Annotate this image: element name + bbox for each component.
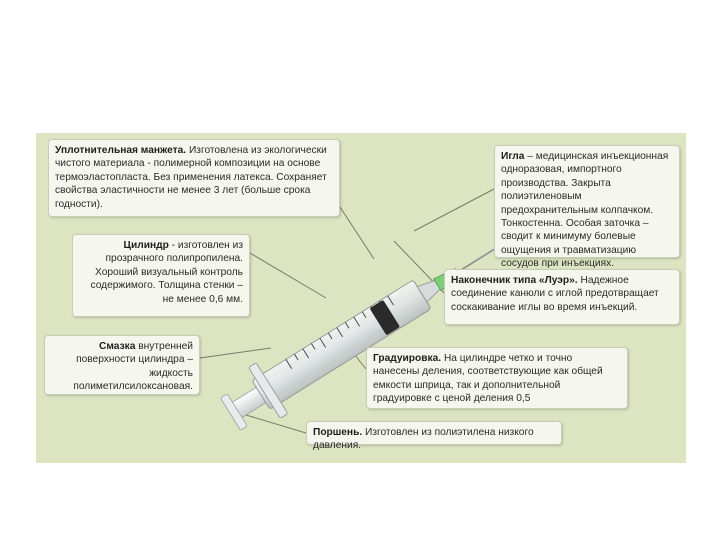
callout-needle (494, 145, 680, 270)
leader-needle (414, 189, 494, 231)
callout-barrel-text: - изготовлен из прозрачного полипропилена. Хороший визуальный контроль содержимого. Толщина стенки – не менее 0,6 мм. (90, 240, 243, 305)
callout-plunger (306, 421, 562, 452)
callout-graduation-title: Градуировка. (373, 353, 442, 364)
callout-lubricant-text: внутренней поверхности цилиндра – жидкость полиметилсилоксановая. (73, 341, 193, 393)
leader-barrel (250, 253, 326, 298)
callout-barrel (72, 234, 250, 317)
callout-cuff-text: Изготовлена из экологически чистого материала - полимерной композиции на основе термоэластопласта. Без применения латекса. Сохраняет свойства эластичности не менее 3 лет (больше срока годности). (55, 145, 327, 210)
callout-lubricant-title: Смазка (99, 341, 136, 352)
callout-cuff-title: Уплотнительная манжета. (55, 145, 187, 156)
leader-cuff (340, 207, 374, 259)
callout-cuff (48, 139, 340, 217)
callout-barrel-title: Цилиндр (123, 240, 169, 251)
callout-luer-tip-text: Надежное соединение канюли с иглой предотвращает соскакивание иглы во время инъекций. (451, 275, 659, 313)
callout-luer-tip-title: Наконечник типа «Луэр». (451, 275, 578, 286)
callout-lubricant (44, 335, 200, 395)
leader-lube (200, 348, 271, 358)
callout-plunger-text: Изготовлен из полиэтилена низкого давления. (313, 427, 534, 452)
leader-plunger (246, 415, 306, 433)
callout-needle-text: – медицинская инъекционная одноразовая, импортного производства. Закрыта полиэтиленовым предохранительным колпачком. Тонкостенна. Особая заточка – сводит к минимуму болевые ощущения и травматизацию сосудов при инъекциях. (501, 151, 669, 270)
callout-luer-tip (444, 269, 680, 325)
callout-plunger-title: Поршень. (313, 427, 363, 438)
callout-graduation (366, 347, 628, 409)
diagram-panel (36, 133, 686, 463)
callout-graduation-text: На цилиндре четко и точно нанесены деления, соответствующие как общей емкости шприца, так и дополнительной градуировке с ценой деления 0,5 (373, 353, 603, 405)
callout-needle-title: Игла (501, 151, 525, 162)
